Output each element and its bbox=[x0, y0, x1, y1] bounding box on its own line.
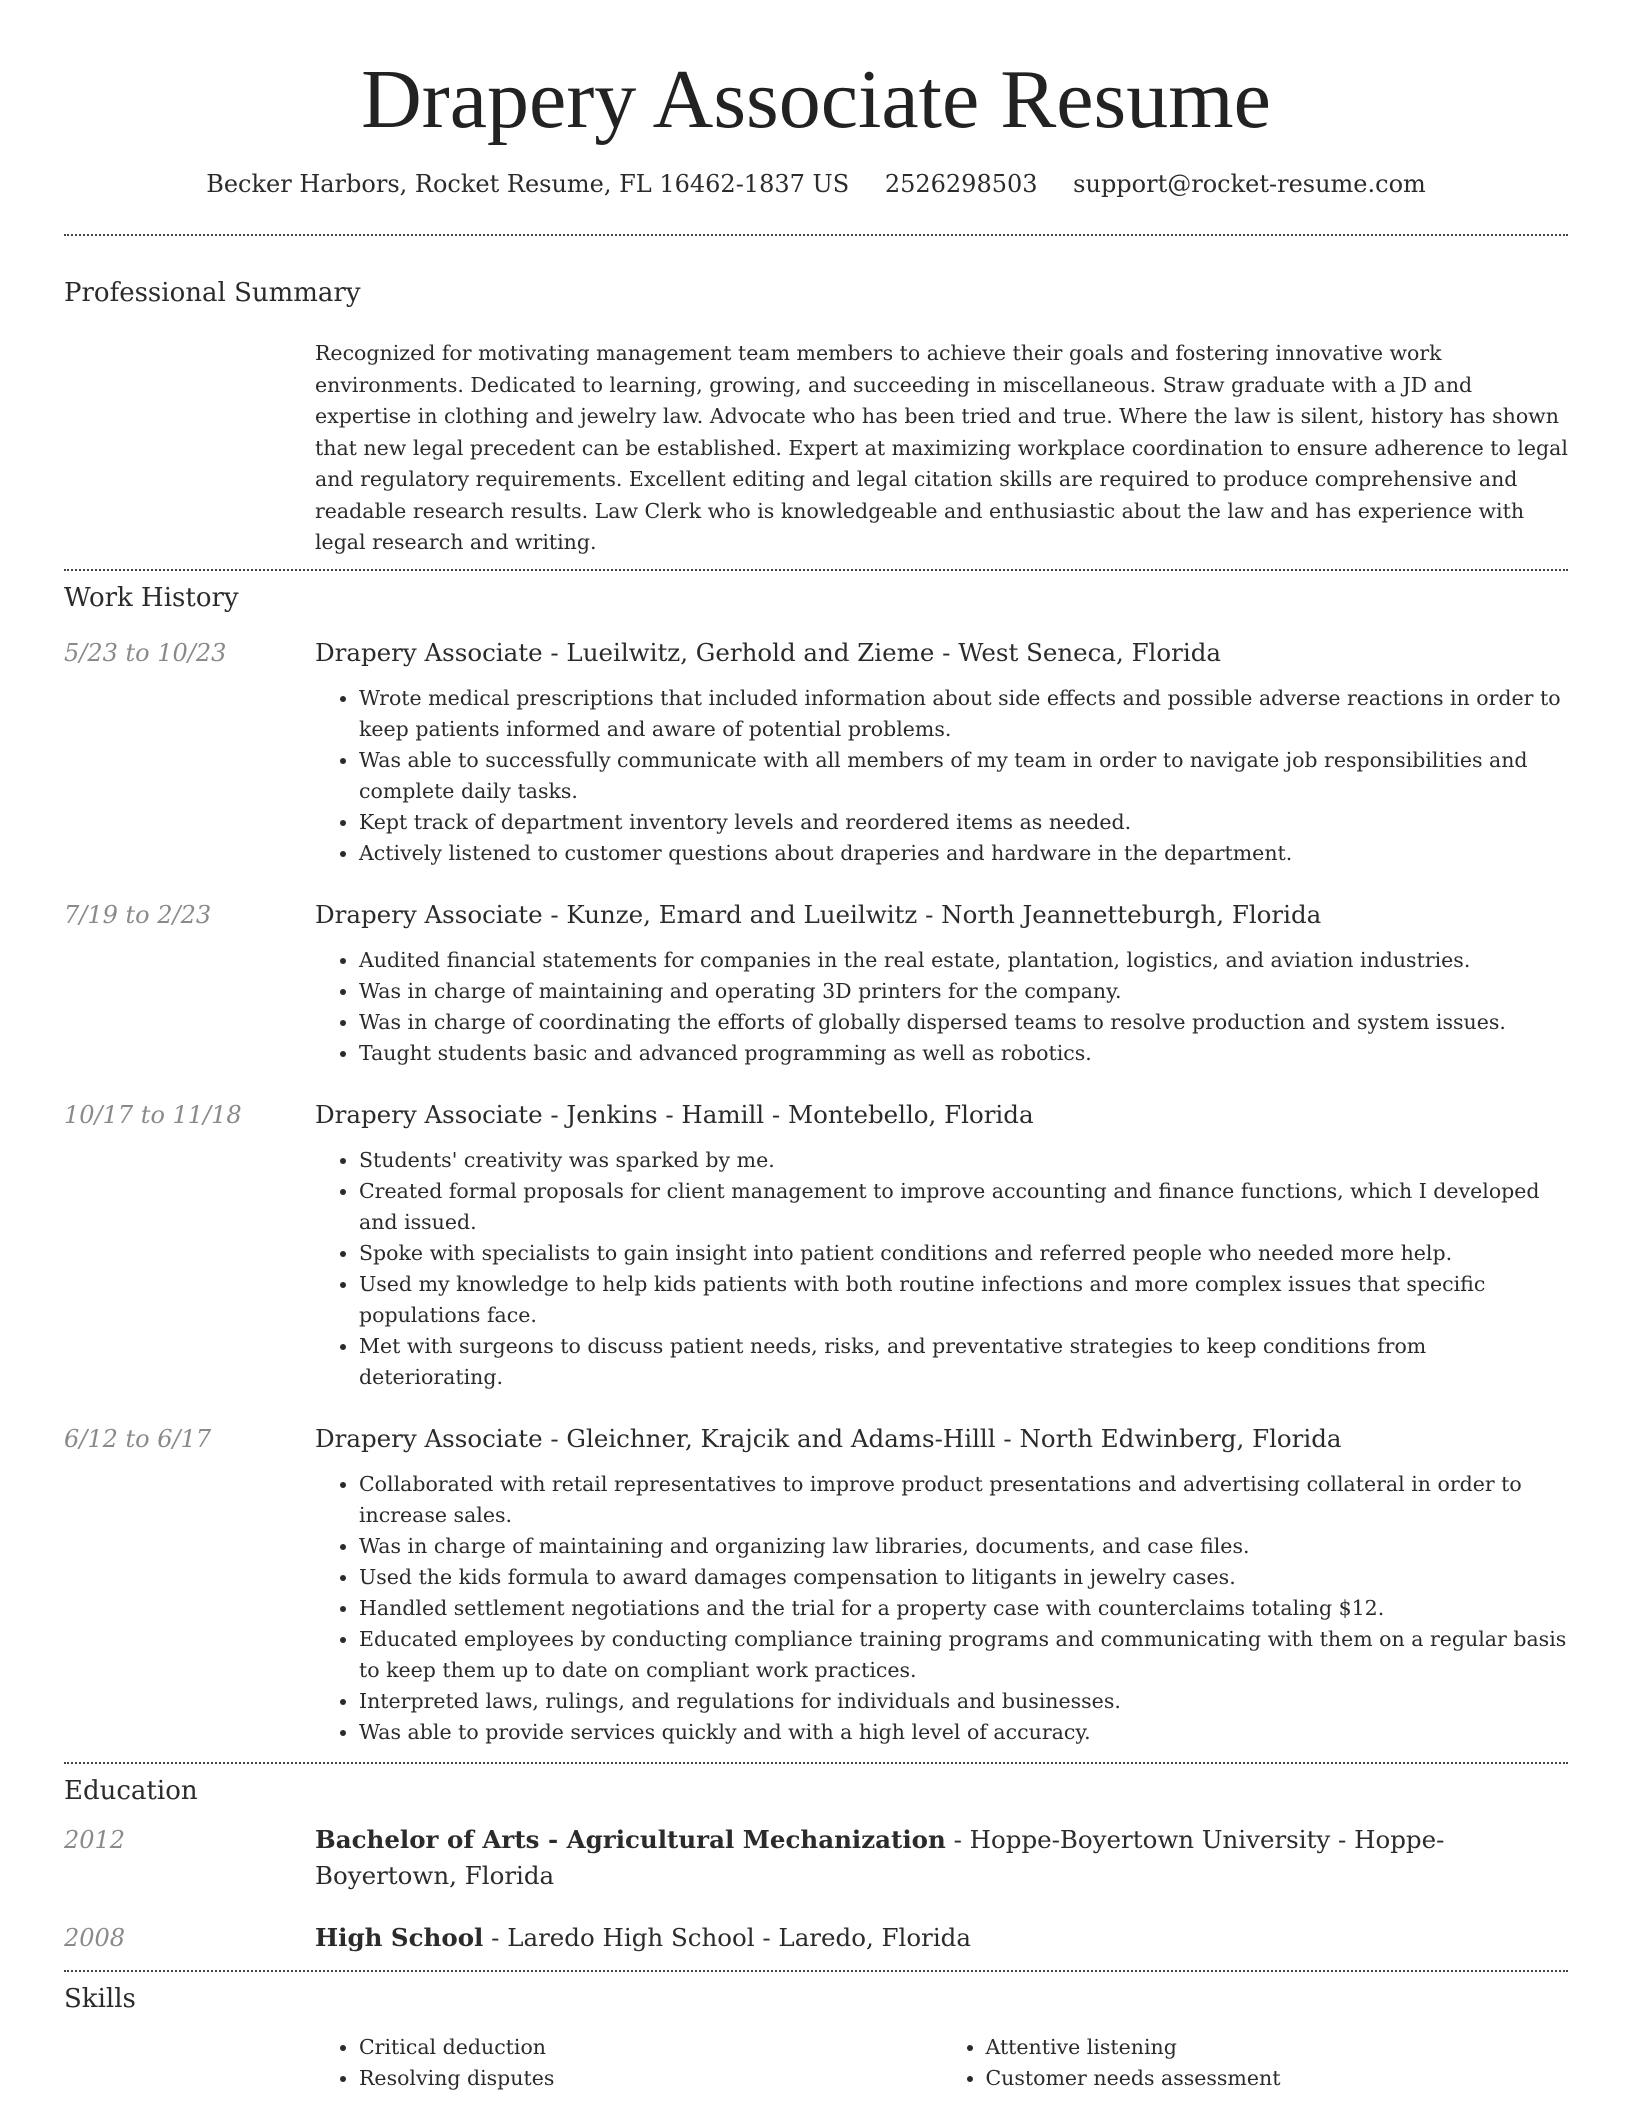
skill-item: • Resolving disputes bbox=[359, 2063, 942, 2094]
job-entry bbox=[64, 1097, 1568, 1393]
header-divider bbox=[64, 234, 1568, 236]
education-entry bbox=[64, 1920, 1568, 1956]
skills-heading: Skills bbox=[64, 1983, 136, 2014]
skills-columns bbox=[315, 2032, 1568, 2094]
job-bullet: • Taught students basic and advanced programming as well as robotics. bbox=[359, 1038, 1568, 1069]
job-bullet: • Actively listened to customer questions about draperies and hardware in the department. bbox=[359, 838, 1568, 869]
summary-divider bbox=[64, 569, 1568, 571]
summary-heading: Professional Summary bbox=[64, 278, 361, 308]
job-bullet: • Wrote medical prescriptions that included information about side effects and possible adverse reactions in order to keep patients informed and aware of potential problems. bbox=[359, 683, 1568, 745]
education-school: - Laredo High School - Laredo, Florida bbox=[483, 1922, 971, 1952]
job-list bbox=[64, 635, 1568, 1748]
resume-title: Drapery Associate Resume bbox=[361, 53, 1271, 146]
job-bullet: • Spoke with specialists to gain insight into patient conditions and referred people who needed more help. bbox=[359, 1238, 1568, 1269]
skill-item: • Attentive listening bbox=[986, 2032, 1569, 2063]
job-bullet: • Created formal proposals for client management to improve accounting and finance functions, which I developed and issued. bbox=[359, 1176, 1568, 1238]
skills-list-right bbox=[942, 2032, 1569, 2094]
job-dates: 10/17 to 11/18 bbox=[64, 1100, 242, 1129]
education-year: 2008 bbox=[64, 1923, 126, 1952]
job-title: Drapery Associate - Kunze, Emard and Lueilwitz - North Jeannetteburgh, Florida bbox=[315, 899, 1322, 929]
skills-section bbox=[64, 1984, 1568, 2094]
job-bullet: • Educated employees by conducting compliance training programs and communicating with them on a regular basis to keep them up to date on compliant work practices. bbox=[359, 1624, 1568, 1686]
job-bullets bbox=[315, 945, 1568, 1069]
work-divider bbox=[64, 1762, 1568, 1764]
job-bullet: • Was in charge of coordinating the efforts of globally dispersed teams to resolve production and system issues. bbox=[359, 1007, 1568, 1038]
education-school: - Hoppe-Boyertown University - Hoppe-Boyertown, Florida bbox=[315, 1824, 1445, 1890]
job-bullet: • Students' creativity was sparked by me. bbox=[359, 1145, 1568, 1176]
summary-section bbox=[64, 278, 1568, 559]
education-details bbox=[315, 1920, 1568, 1956]
job-title: Drapery Associate - Jenkins - Hamill - Montebello, Florida bbox=[315, 1099, 1034, 1129]
work-heading: Work History bbox=[64, 582, 239, 613]
job-content bbox=[315, 1421, 1568, 1748]
job-bullet: • Used the kids formula to award damages compensation to litigants in jewelry cases. bbox=[359, 1562, 1568, 1593]
job-entry bbox=[64, 897, 1568, 1069]
job-bullet: • Collaborated with retail representatives to improve product presentations and advertising collateral in order to increase sales. bbox=[359, 1469, 1568, 1531]
education-entry bbox=[64, 1822, 1568, 1894]
contact-line bbox=[64, 170, 1568, 198]
work-section bbox=[64, 583, 1568, 1748]
job-dates: 7/19 to 2/23 bbox=[64, 900, 212, 929]
job-dates: 5/23 to 10/23 bbox=[64, 638, 227, 667]
education-heading: Education bbox=[64, 1775, 198, 1806]
education-degree: High School bbox=[315, 1922, 484, 1952]
education-section bbox=[64, 1776, 1568, 1956]
job-bullet: • Was in charge of maintaining and organizing law libraries, documents, and case files. bbox=[359, 1531, 1568, 1562]
education-list bbox=[64, 1822, 1568, 1956]
job-entry bbox=[64, 635, 1568, 869]
skill-item: • Critical deduction bbox=[359, 2032, 942, 2063]
job-bullet: • Was in charge of maintaining and operating 3D printers for the company. bbox=[359, 976, 1568, 1007]
job-title: Drapery Associate - Lueilwitz, Gerhold and Zieme - West Seneca, Florida bbox=[315, 637, 1221, 667]
job-bullets bbox=[315, 1469, 1568, 1748]
job-bullet: • Was able to provide services quickly and with a high level of accuracy. bbox=[359, 1717, 1568, 1748]
job-bullet: • Kept track of department inventory levels and reordered items as needed. bbox=[359, 807, 1568, 838]
summary-text: Recognized for motivating management team members to achieve their goals and fostering innovative work environments. Dedicated to learning, growing, and succeeding in miscellaneous. Straw graduate with a JD and expertise in clothing and jewelry law. Advocate who has been tried and true. Where the law is silent, history has shown that new legal precedent can be established. Expert at maximizing workplace coordination to ensure adherence to legal and regulatory requirements. Excellent editing and legal citation skills are required to produce comprehensive and readable research results. Law Clerk who is knowledgeable and enthusiastic about the law and has experience with legal research and writing. bbox=[315, 341, 1568, 554]
skill-item: • Customer needs assessment bbox=[986, 2063, 1569, 2094]
job-bullet: • Audited financial statements for companies in the real estate, plantation, logistics, and aviation industries. bbox=[359, 945, 1568, 976]
job-bullet: • Used my knowledge to help kids patients with both routine infections and more complex issues that specific populations face. bbox=[359, 1269, 1568, 1331]
education-degree: Bachelor of Arts - Agricultural Mechanization bbox=[315, 1824, 946, 1854]
job-dates: 6/12 to 6/17 bbox=[64, 1424, 212, 1453]
job-bullet: • Was able to successfully communicate with all members of my team in order to navigate job responsibilities and complete daily tasks. bbox=[359, 745, 1568, 807]
job-bullet: • Met with surgeons to discuss patient needs, risks, and preventative strategies to keep conditions from deteriorating. bbox=[359, 1331, 1568, 1393]
job-bullets bbox=[315, 683, 1568, 869]
job-content bbox=[315, 897, 1568, 1069]
job-content bbox=[315, 635, 1568, 869]
contact-email: support@rocket-resume.com bbox=[1073, 170, 1426, 198]
education-details bbox=[315, 1822, 1568, 1894]
contact-address: Becker Harbors, Rocket Resume, FL 16462-1837 US bbox=[206, 170, 850, 198]
skills-list-left bbox=[315, 2032, 942, 2094]
job-title: Drapery Associate - Gleichner, Krajcik and Adams-Hilll - North Edwinberg, Florida bbox=[315, 1423, 1342, 1453]
education-year: 2012 bbox=[64, 1825, 126, 1854]
job-entry bbox=[64, 1421, 1568, 1748]
job-bullet: • Handled settlement negotiations and the trial for a property case with counterclaims totaling $12. bbox=[359, 1593, 1568, 1624]
job-bullets bbox=[315, 1145, 1568, 1393]
education-divider bbox=[64, 1970, 1568, 1972]
job-bullet: • Interpreted laws, rulings, and regulations for individuals and businesses. bbox=[359, 1686, 1568, 1717]
job-content bbox=[315, 1097, 1568, 1393]
contact-phone: 2526298503 bbox=[884, 170, 1038, 198]
